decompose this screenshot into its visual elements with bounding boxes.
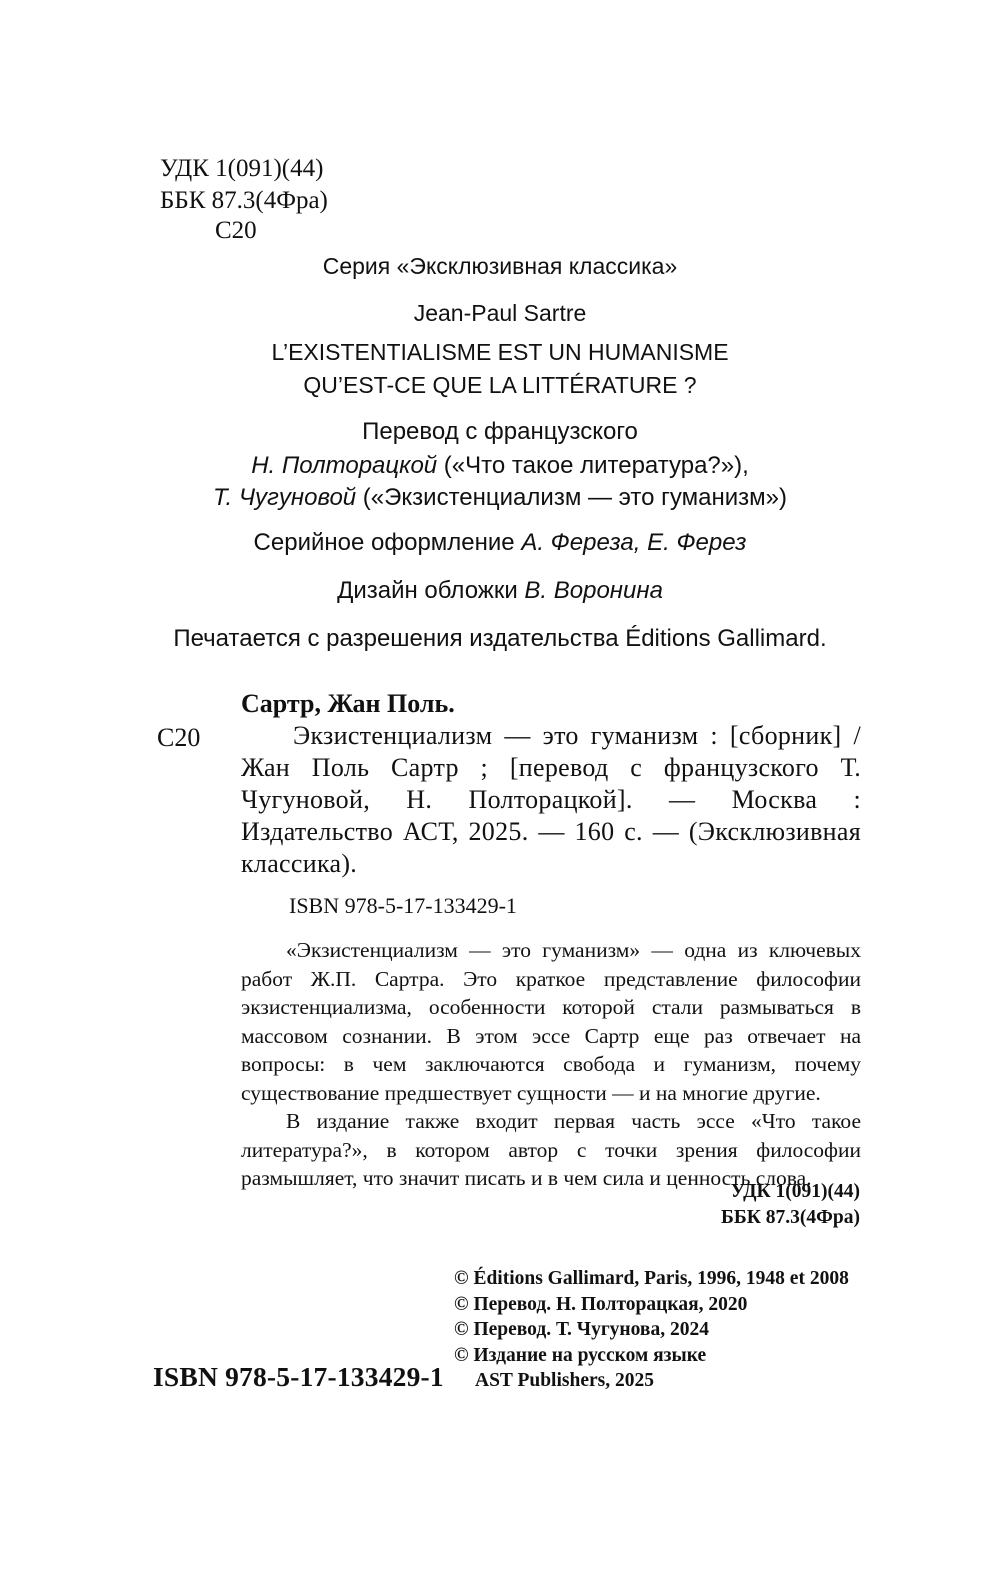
annotation-paragraph-2: В издание также входит первая часть эссе «Что такое литература?», в котором автор с точки зрения философии размышляет, что значит писать и в чем сила и ценность слова. (241, 1109, 861, 1190)
copyright-line-2: © Перевод. Н. Полторацкая, 2020 (454, 1293, 748, 1315)
original-author: Jean-Paul Sartre (413, 300, 587, 326)
translation-line: Перевод с французского (362, 418, 638, 445)
translator-line-2 (0, 484, 1000, 512)
biblio-description (241, 688, 861, 880)
copyright-line-4: © Издание на русском языке (454, 1344, 707, 1366)
copyright-line-5: AST Publishers, 2025 (475, 1370, 654, 1391)
copyright-block (454, 1266, 874, 1394)
annotation (241, 936, 861, 1193)
codes-block (620, 1179, 860, 1231)
copyright-line-3: © Перевод. Т. Чугунова, 2024 (454, 1319, 709, 1340)
translator-1-name: Н. Полторацкой (251, 452, 438, 479)
translator-line-1 (0, 452, 1000, 480)
permission-line: Печатается с разрешения издательства Éditions Gallimard. (173, 625, 827, 652)
series-design-label: Серийное оформление (253, 529, 522, 556)
cover-design-label: Дизайн обложки (337, 577, 525, 604)
isbn-main: ISBN 978-5-17-133429-1 (153, 1361, 444, 1392)
codes-udk: УДК 1(091)(44) (730, 1181, 860, 1202)
original-title-1: L’EXISTENTIALISME EST UN HUMANISME (271, 339, 729, 365)
biblio-body: Экзистенциализм — это гуманизм : [сборник] / Жан Поль Сартр ; [перевод с французского Т. Чугуновой, Н. Полторацкой]. — Москва : Издательство АСТ, 2025. — 160 с. — (Эксклюзивная классика). (241, 721, 861, 878)
original-title-2: QU’EST-CE QUE LA LITTÉRATURE ? (303, 372, 697, 398)
series-design-names: А. Фереза, Е. Ферез (521, 529, 747, 556)
bbk-code: ББК 87.3(4Фра) (160, 187, 328, 214)
translator-2-work: («Экзистенциализм — это гуманизм») (356, 484, 787, 511)
biblio-author: Сартр, Жан Поль. (241, 689, 455, 718)
translator-1-work: («Что такое литература?»), (437, 452, 749, 479)
cover-design-line (0, 577, 1000, 605)
series-line: Серия «Эксклюзивная классика» (322, 253, 678, 279)
annotation-paragraph-1: «Экзистенциализм — это гуманизм» — одна из ключевых работ Ж.П. Сартра. Это краткое представление философии экзистенциализма, особенности которой стали размываться в массовом сознании. В этом эссе Сартр еще раз отвечает на вопросы: в чем заключаются свобода и гуманизм, почему существование предшествует сущности — и на многие другие. (241, 938, 861, 1105)
biblio-mark: С20 (157, 723, 201, 752)
cover-design-name: В. Воронина (524, 577, 663, 604)
translator-2-name: Т. Чугуновой (213, 484, 357, 511)
udk-code: УДК 1(091)(44) (160, 155, 324, 182)
series-design-line (0, 529, 1000, 557)
copyright-line-1: © Éditions Gallimard, Paris, 1996, 1948 et 2008 (454, 1268, 849, 1289)
codes-bbk: ББК 87.3(4Фра) (720, 1207, 860, 1228)
biblio-isbn: ISBN 978-5-17-133429-1 (289, 893, 517, 918)
author-mark: С20 (215, 217, 257, 244)
